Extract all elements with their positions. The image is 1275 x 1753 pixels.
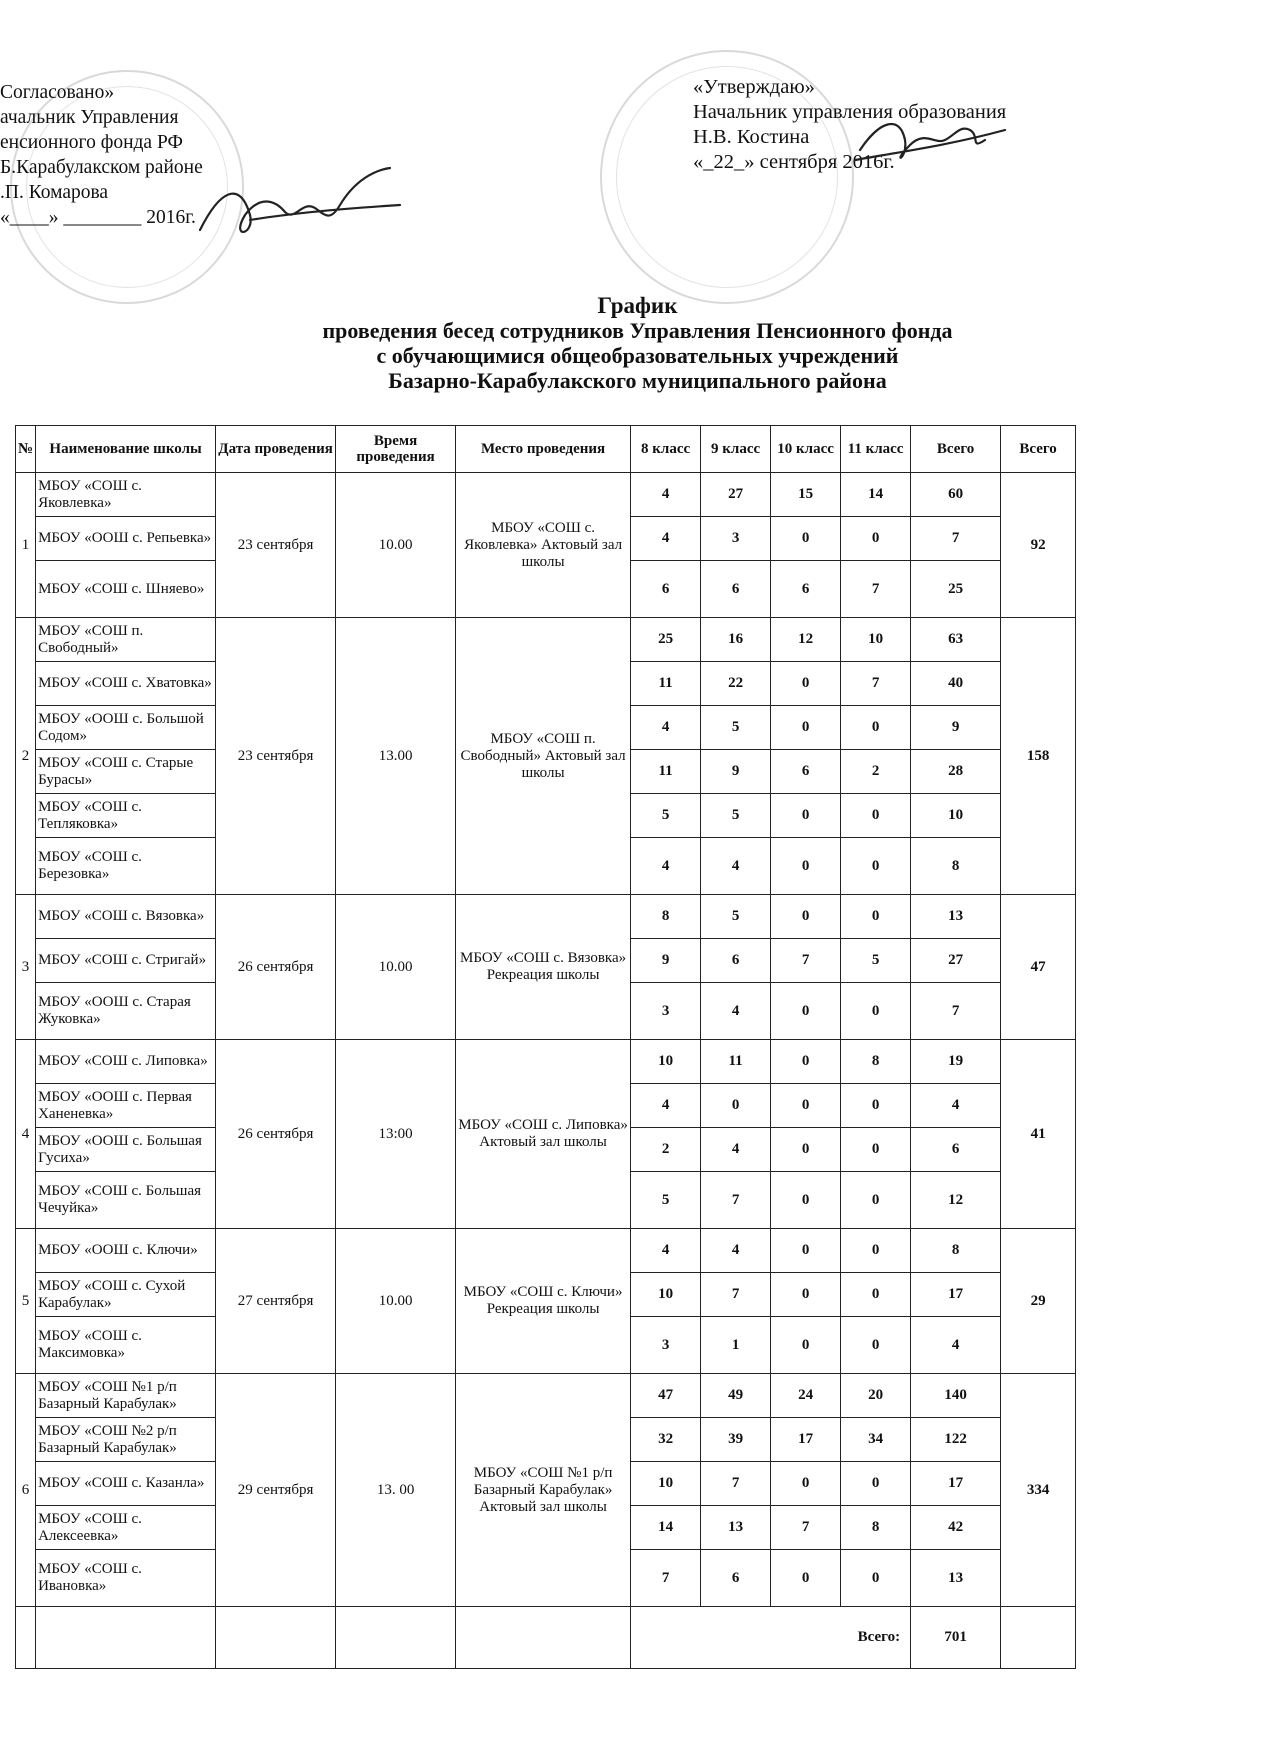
approval-left-line-5: .П. Комарова xyxy=(0,182,109,203)
event-time: 13:00 xyxy=(336,1040,456,1229)
school-name: МБОУ «СОШ с. Ивановка» xyxy=(36,1550,216,1607)
grade-8-count: 4 xyxy=(631,517,701,561)
header-time: Время проведения xyxy=(336,426,456,473)
header-total-school: Всего xyxy=(911,426,1001,473)
signature-right xyxy=(850,110,1010,180)
grade-9-count: 5 xyxy=(701,794,771,838)
school-total: 28 xyxy=(911,750,1001,794)
grade-10-count: 0 xyxy=(771,1229,841,1273)
signature-left xyxy=(190,160,410,260)
grade-9-count: 5 xyxy=(701,895,771,939)
school-total: 4 xyxy=(911,1317,1001,1374)
event-place: МБОУ «СОШ с. Вязовка» Рекреация школы xyxy=(456,895,631,1040)
grade-10-count: 0 xyxy=(771,1172,841,1229)
group-number: 2 xyxy=(16,618,36,895)
grade-10-count: 0 xyxy=(771,1462,841,1506)
grade-11-count: 10 xyxy=(841,618,911,662)
grade-9-count: 7 xyxy=(701,1172,771,1229)
grade-9-count: 5 xyxy=(701,706,771,750)
grade-10-count: 0 xyxy=(771,706,841,750)
header-total-group: Всего xyxy=(1001,426,1076,473)
school-name: МБОУ «СОШ с. Хватовка» xyxy=(36,662,216,706)
grade-11-count: 0 xyxy=(841,517,911,561)
table-row xyxy=(16,895,1076,939)
grade-10-count: 0 xyxy=(771,838,841,895)
school-total: 17 xyxy=(911,1462,1001,1506)
grade-11-count: 0 xyxy=(841,983,911,1040)
grade-11-count: 0 xyxy=(841,1317,911,1374)
header-grade-8: 8 класс xyxy=(631,426,701,473)
school-total: 9 xyxy=(911,706,1001,750)
grade-8-count: 4 xyxy=(631,838,701,895)
grade-9-count: 6 xyxy=(701,939,771,983)
event-date: 23 сентября xyxy=(216,618,336,895)
event-time: 10.00 xyxy=(336,1229,456,1374)
grade-10-count: 0 xyxy=(771,1273,841,1317)
grade-9-count: 7 xyxy=(701,1462,771,1506)
school-name: МБОУ «ООШ с. Большой Содом» xyxy=(36,706,216,750)
group-total: 92 xyxy=(1001,473,1076,618)
header-grade-11: 11 класс xyxy=(841,426,911,473)
grade-8-count: 4 xyxy=(631,706,701,750)
footer-empty-cell xyxy=(456,1607,631,1669)
school-name: МБОУ «СОШ с. Сухой Карабулак» xyxy=(36,1273,216,1317)
header-grade-10: 10 класс xyxy=(771,426,841,473)
grade-10-count: 24 xyxy=(771,1374,841,1418)
table-row xyxy=(16,1374,1076,1418)
footer-empty-cell xyxy=(1001,1607,1076,1669)
group-number: 1 xyxy=(16,473,36,618)
school-total: 42 xyxy=(911,1506,1001,1550)
group-number: 4 xyxy=(16,1040,36,1229)
document-title xyxy=(0,293,1275,393)
table-row xyxy=(16,473,1076,517)
school-name: МБОУ «СОШ №2 р/п Базарный Карабулак» xyxy=(36,1418,216,1462)
grade-10-count: 0 xyxy=(771,517,841,561)
grade-8-count: 14 xyxy=(631,1506,701,1550)
table-footer-row xyxy=(16,1607,1076,1669)
grade-10-count: 6 xyxy=(771,561,841,618)
title-line-1: График xyxy=(597,293,678,318)
event-date: 26 сентября xyxy=(216,1040,336,1229)
school-total: 40 xyxy=(911,662,1001,706)
grade-9-count: 0 xyxy=(701,1084,771,1128)
grade-8-count: 25 xyxy=(631,618,701,662)
grade-8-count: 4 xyxy=(631,1084,701,1128)
grade-10-count: 0 xyxy=(771,1084,841,1128)
grade-10-count: 0 xyxy=(771,1128,841,1172)
event-date: 23 сентября xyxy=(216,473,336,618)
header-num: № xyxy=(16,426,36,473)
footer-empty-cell xyxy=(336,1607,456,1669)
school-total: 13 xyxy=(911,895,1001,939)
grade-9-count: 1 xyxy=(701,1317,771,1374)
school-total: 140 xyxy=(911,1374,1001,1418)
approval-left-line-4: Б.Карабулакском районе xyxy=(0,157,203,178)
approval-left-line-2: ачальник Управления xyxy=(0,107,179,128)
grade-11-count: 5 xyxy=(841,939,911,983)
grade-10-count: 0 xyxy=(771,895,841,939)
event-time: 13. 00 xyxy=(336,1374,456,1607)
grade-8-count: 6 xyxy=(631,561,701,618)
event-place: МБОУ «СОШ с. Яковлевка» Актовый зал школы xyxy=(456,473,631,618)
grade-10-count: 12 xyxy=(771,618,841,662)
event-time: 13.00 xyxy=(336,618,456,895)
grade-11-count: 0 xyxy=(841,794,911,838)
grade-9-count: 27 xyxy=(701,473,771,517)
grade-10-count: 0 xyxy=(771,1040,841,1084)
school-name: МБОУ «ООШ с. Старая Жуковка» xyxy=(36,983,216,1040)
grade-8-count: 32 xyxy=(631,1418,701,1462)
grade-10-count: 17 xyxy=(771,1418,841,1462)
header-place: Место проведения xyxy=(456,426,631,473)
school-name: МБОУ «СОШ №1 р/п Базарный Карабулак» xyxy=(36,1374,216,1418)
grade-11-count: 34 xyxy=(841,1418,911,1462)
table-header-row xyxy=(16,426,1076,473)
grade-8-count: 3 xyxy=(631,1317,701,1374)
approval-right-line-3: Н.В. Костина xyxy=(693,126,810,148)
grade-9-count: 4 xyxy=(701,983,771,1040)
approval-left-line-3: енсионного фонда РФ xyxy=(0,132,183,153)
grade-11-count: 8 xyxy=(841,1506,911,1550)
event-place: МБОУ «СОШ с. Липовка» Актовый зал школы xyxy=(456,1040,631,1229)
grade-8-count: 10 xyxy=(631,1040,701,1084)
approval-right-line-4: «_22_» сентября 2016г. xyxy=(693,151,895,173)
group-number: 3 xyxy=(16,895,36,1040)
group-number: 5 xyxy=(16,1229,36,1374)
school-name: МБОУ «СОШ с. Казанла» xyxy=(36,1462,216,1506)
title-line-2: проведения бесед сотрудников Управления Пенсионного фонда xyxy=(322,318,953,343)
school-name: МБОУ «СОШ п. Свободный» xyxy=(36,618,216,662)
grade-11-count: 0 xyxy=(841,1084,911,1128)
grade-11-count: 0 xyxy=(841,1172,911,1229)
event-place: МБОУ «СОШ п. Свободный» Актовый зал школы xyxy=(456,618,631,895)
school-name: МБОУ «СОШ с. Большая Чечуйка» xyxy=(36,1172,216,1229)
school-name: МБОУ «ООШ с. Первая Ханеневка» xyxy=(36,1084,216,1128)
school-total: 19 xyxy=(911,1040,1001,1084)
grade-9-count: 6 xyxy=(701,1550,771,1607)
grade-10-count: 0 xyxy=(771,983,841,1040)
grade-8-count: 2 xyxy=(631,1128,701,1172)
approval-right-line-2: Начальник управления образования xyxy=(693,101,1007,123)
grade-8-count: 47 xyxy=(631,1374,701,1418)
grade-11-count: 0 xyxy=(841,1229,911,1273)
school-total: 7 xyxy=(911,517,1001,561)
grade-11-count: 0 xyxy=(841,1128,911,1172)
grade-9-count: 6 xyxy=(701,561,771,618)
grade-9-count: 4 xyxy=(701,1229,771,1273)
grade-10-count: 15 xyxy=(771,473,841,517)
school-total: 27 xyxy=(911,939,1001,983)
grade-8-count: 5 xyxy=(631,1172,701,1229)
approval-left-line-1: Согласовано» xyxy=(0,82,115,103)
school-name: МБОУ «СОШ с. Стригай» xyxy=(36,939,216,983)
grade-8-count: 11 xyxy=(631,662,701,706)
event-time: 10.00 xyxy=(336,473,456,618)
grade-11-count: 20 xyxy=(841,1374,911,1418)
school-name: МБОУ «СОШ с. Шняево» xyxy=(36,561,216,618)
school-name: МБОУ «СОШ с. Липовка» xyxy=(36,1040,216,1084)
school-total: 25 xyxy=(911,561,1001,618)
header-date: Дата проведения xyxy=(216,426,336,473)
schedule-table-body xyxy=(16,473,1076,1669)
school-name: МБОУ «ООШ с. Репьевка» xyxy=(36,517,216,561)
title-line-4: Базарно-Карабулакского муниципального района xyxy=(388,368,887,393)
header-school: Наименование школы xyxy=(36,426,216,473)
footer-empty-cell xyxy=(16,1607,36,1669)
grade-9-count: 39 xyxy=(701,1418,771,1462)
grade-11-count: 0 xyxy=(841,1550,911,1607)
group-number: 6 xyxy=(16,1374,36,1607)
grade-10-count: 6 xyxy=(771,750,841,794)
schedule-table xyxy=(15,425,1076,1669)
grade-10-count: 0 xyxy=(771,662,841,706)
school-name: МБОУ «СОШ с. Старые Бурасы» xyxy=(36,750,216,794)
approval-right-line-1: «Утверждаю» xyxy=(693,76,815,98)
school-total: 4 xyxy=(911,1084,1001,1128)
grade-8-count: 5 xyxy=(631,794,701,838)
grade-11-count: 0 xyxy=(841,895,911,939)
group-total: 41 xyxy=(1001,1040,1076,1229)
event-date: 29 сентября xyxy=(216,1374,336,1607)
school-total: 10 xyxy=(911,794,1001,838)
event-place: МБОУ «СОШ №1 р/п Базарный Карабулак» Актовый зал школы xyxy=(456,1374,631,1607)
event-date: 27 сентября xyxy=(216,1229,336,1374)
grade-9-count: 3 xyxy=(701,517,771,561)
school-name: МБОУ «ООШ с. Большая Гусиха» xyxy=(36,1128,216,1172)
group-total: 29 xyxy=(1001,1229,1076,1374)
title-line-3: с обучающимися общеобразовательных учреждений xyxy=(376,343,899,368)
grade-10-count: 0 xyxy=(771,1550,841,1607)
school-total: 13 xyxy=(911,1550,1001,1607)
grade-8-count: 7 xyxy=(631,1550,701,1607)
grade-8-count: 4 xyxy=(631,473,701,517)
school-total: 63 xyxy=(911,618,1001,662)
group-total: 158 xyxy=(1001,618,1076,895)
table-row xyxy=(16,1229,1076,1273)
grade-9-count: 4 xyxy=(701,1128,771,1172)
footer-empty-cell xyxy=(216,1607,336,1669)
grade-10-count: 0 xyxy=(771,794,841,838)
table-row xyxy=(16,618,1076,662)
event-place: МБОУ «СОШ с. Ключи» Рекреация школы xyxy=(456,1229,631,1374)
group-total: 334 xyxy=(1001,1374,1076,1607)
grade-9-count: 11 xyxy=(701,1040,771,1084)
grade-11-count: 0 xyxy=(841,706,911,750)
grade-11-count: 2 xyxy=(841,750,911,794)
grade-8-count: 10 xyxy=(631,1273,701,1317)
school-name: МБОУ «СОШ с. Яковлевка» xyxy=(36,473,216,517)
school-total: 60 xyxy=(911,473,1001,517)
approval-left-line-6: «____» ________ 2016г. xyxy=(0,207,196,228)
grade-8-count: 4 xyxy=(631,1229,701,1273)
grade-8-count: 10 xyxy=(631,1462,701,1506)
grade-8-count: 8 xyxy=(631,895,701,939)
event-date: 26 сентября xyxy=(216,895,336,1040)
school-name: МБОУ «СОШ с. Вязовка» xyxy=(36,895,216,939)
event-time: 10.00 xyxy=(336,895,456,1040)
grade-11-count: 7 xyxy=(841,561,911,618)
group-total: 47 xyxy=(1001,895,1076,1040)
grade-11-count: 7 xyxy=(841,662,911,706)
header-grade-9: 9 класс xyxy=(701,426,771,473)
school-total: 8 xyxy=(911,838,1001,895)
school-total: 7 xyxy=(911,983,1001,1040)
grade-9-count: 22 xyxy=(701,662,771,706)
grade-8-count: 9 xyxy=(631,939,701,983)
school-name: МБОУ «ООШ с. Ключи» xyxy=(36,1229,216,1273)
grade-11-count: 0 xyxy=(841,838,911,895)
grade-8-count: 3 xyxy=(631,983,701,1040)
school-name: МБОУ «СОШ с. Максимовка» xyxy=(36,1317,216,1374)
school-name: МБОУ «СОШ с. Тепляковка» xyxy=(36,794,216,838)
grade-9-count: 9 xyxy=(701,750,771,794)
grade-9-count: 4 xyxy=(701,838,771,895)
grade-9-count: 16 xyxy=(701,618,771,662)
grade-10-count: 7 xyxy=(771,1506,841,1550)
grand-total-label: Всего: xyxy=(631,1607,911,1669)
school-total: 12 xyxy=(911,1172,1001,1229)
grade-11-count: 0 xyxy=(841,1462,911,1506)
school-name: МБОУ «СОШ с. Березовка» xyxy=(36,838,216,895)
grand-total-value: 701 xyxy=(911,1607,1001,1669)
grade-10-count: 0 xyxy=(771,1317,841,1374)
grade-9-count: 49 xyxy=(701,1374,771,1418)
grade-11-count: 14 xyxy=(841,473,911,517)
grade-11-count: 0 xyxy=(841,1273,911,1317)
school-total: 122 xyxy=(911,1418,1001,1462)
school-total: 17 xyxy=(911,1273,1001,1317)
grade-9-count: 7 xyxy=(701,1273,771,1317)
grade-11-count: 8 xyxy=(841,1040,911,1084)
school-total: 6 xyxy=(911,1128,1001,1172)
school-name: МБОУ «СОШ с. Алексеевка» xyxy=(36,1506,216,1550)
grade-9-count: 13 xyxy=(701,1506,771,1550)
school-total: 8 xyxy=(911,1229,1001,1273)
grade-8-count: 11 xyxy=(631,750,701,794)
table-row xyxy=(16,1040,1076,1084)
grade-10-count: 7 xyxy=(771,939,841,983)
footer-empty-cell xyxy=(36,1607,216,1669)
